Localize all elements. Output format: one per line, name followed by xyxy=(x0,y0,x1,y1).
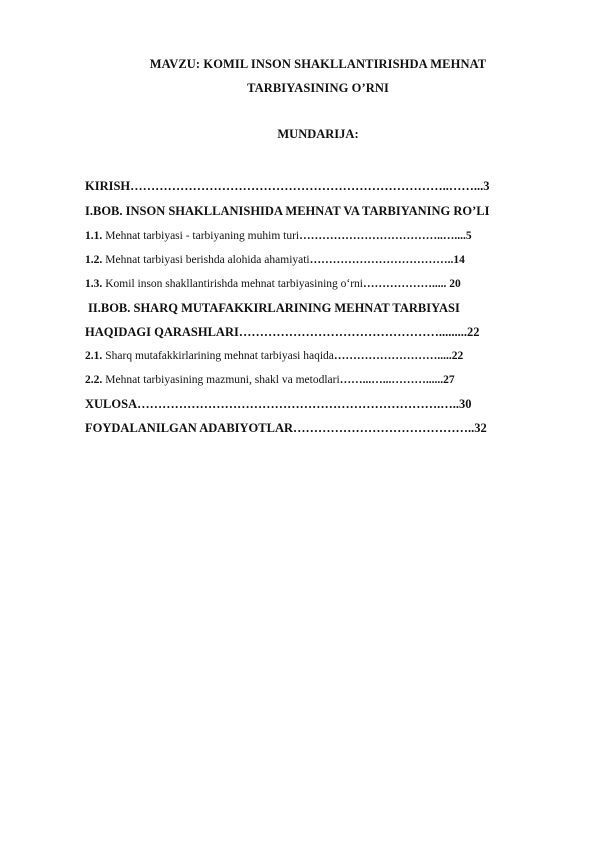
toc-entry-label: I.BOB. INSON SHAKLLANISHIDA MEHNAT VA TARBIYANING RO’LI xyxy=(85,204,490,218)
toc-leader-dots: ……………………….... xyxy=(333,350,449,362)
toc-section-text: Mehnat tarbiyasining mazmuni, shakl va metodlari xyxy=(105,374,340,386)
toc-leader-dots: ……………………………….. xyxy=(309,254,454,266)
toc-page-number: 32 xyxy=(474,421,487,435)
toc-section-2-1 xyxy=(85,346,555,366)
toc-section-number: 1.3. xyxy=(85,278,103,290)
toc-leader-dots: …………………………………….. xyxy=(293,421,475,435)
toc-entry-label: HAQIDAGI QARASHLARI xyxy=(85,325,239,339)
toc-section-number: 2.2. xyxy=(85,374,103,386)
toc-page-number: 14 xyxy=(453,254,465,266)
toc-chapter-2 xyxy=(88,298,558,318)
contents-heading: MUNDARIJA: xyxy=(277,127,359,141)
toc-chapter-1 xyxy=(85,201,555,221)
toc-section-text: Komil inson shakllantirishda mehnat tarbiyasining o‘rni xyxy=(105,278,364,290)
toc-entry-label: KIRISH xyxy=(85,179,131,193)
toc-entry-label: XULOSA xyxy=(85,397,138,411)
toc-section-text: Mehnat tarbiyasi - tarbiyaning muhim turi xyxy=(105,230,300,242)
toc-leader-dots: ………………..... xyxy=(363,278,447,290)
toc-section-1-2 xyxy=(85,250,555,270)
toc-leader-dots: ……...…...………..... xyxy=(339,374,441,386)
toc-section-2-2 xyxy=(85,370,555,390)
toc-chapter-2-cont xyxy=(85,322,555,342)
toc-page-number: .3 xyxy=(480,179,490,193)
toc-entry-references xyxy=(85,418,555,438)
toc-page-number: .22 xyxy=(448,350,464,362)
document-title-line-1: MAVZU: KOMIL INSON SHAKLLANTIRISHDA MEHNAT xyxy=(149,57,487,71)
toc-entry-label: II.BOB. SHARQ MUTAFAKKIRLARINING MEHNAT TARBIYASI xyxy=(88,301,460,315)
toc-leader-dots: ……………………………………………………………….….. xyxy=(137,397,459,411)
toc-section-number: 2.1. xyxy=(85,350,103,362)
toc-section-text: Mehnat tarbiyasi berishda alohida ahamiyati xyxy=(105,254,310,266)
toc-leader-dots: …………………………………………………………………..…….. xyxy=(130,179,481,193)
toc-page-number: .5 xyxy=(463,230,472,242)
toc-leader-dots: ………………………………..…... xyxy=(299,230,463,242)
toc-section-number: 1.2. xyxy=(85,254,103,266)
toc-entry-kirish xyxy=(85,176,555,196)
toc-page-number: 20 xyxy=(446,278,461,290)
toc-entry-xulosa xyxy=(85,394,555,414)
toc-entry-label: FOYDALANILGAN ADABIYOTLAR xyxy=(85,421,294,435)
toc-section-text: Sharq mutafakkirlarining mehnat tarbiyasi haqida xyxy=(105,350,334,362)
toc-page-number: 22 xyxy=(466,325,480,339)
toc-page-number: 30 xyxy=(458,397,472,411)
toc-section-1-3 xyxy=(85,274,555,294)
document-title-line-2: TARBIYASINING O’RNI xyxy=(247,81,389,95)
toc-page-number: .27 xyxy=(440,374,455,386)
toc-section-1-1 xyxy=(85,226,555,246)
toc-section-number: 1.1. xyxy=(85,230,103,242)
toc-leader-dots: …………………………………………......... xyxy=(238,325,467,339)
